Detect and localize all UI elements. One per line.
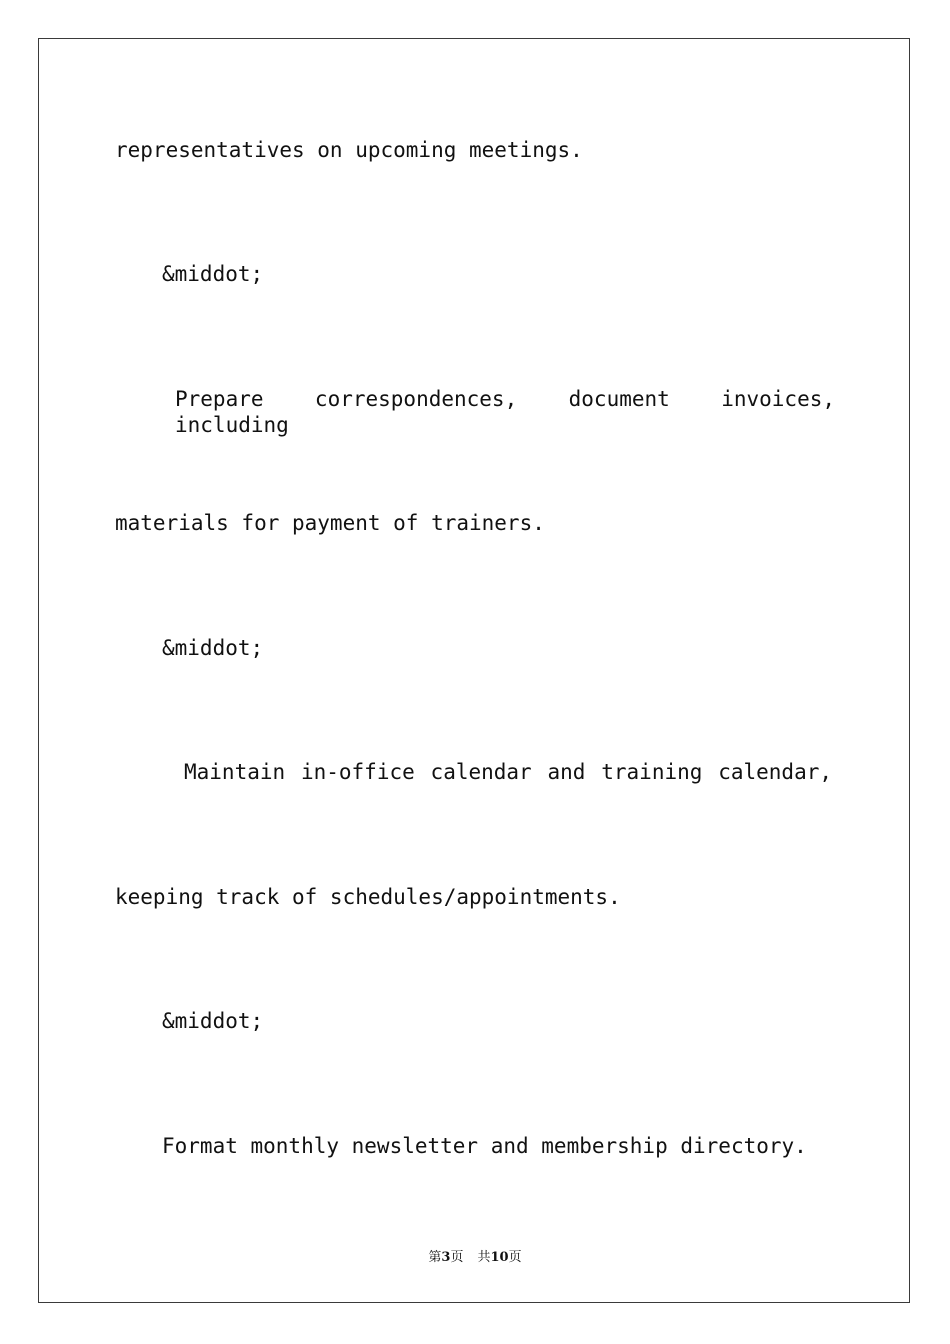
text-line: Maintain in-office calendar and training calendar, <box>184 760 832 784</box>
footer-total-suffix: 页 <box>508 1250 522 1265</box>
footer-prefix: 第 <box>428 1250 442 1265</box>
text-line: keeping track of schedules/appointments. <box>115 885 621 909</box>
page-footer <box>0 1246 950 1265</box>
page-frame <box>38 38 910 1303</box>
text-line: representatives on upcoming meetings. <box>115 138 583 162</box>
text-line: Prepare correspondences, document invoices, including <box>175 387 835 437</box>
text-line: materials for payment of trainers. <box>115 511 545 535</box>
footer-total-prefix: 共 <box>477 1250 491 1265</box>
footer-total-pages: 10 <box>490 1250 509 1265</box>
bullet-entity: &middot; <box>162 262 264 286</box>
footer-current-page: 3 <box>441 1250 451 1265</box>
text-line: Format monthly newsletter and membership directory. <box>162 1134 807 1158</box>
bullet-entity: &middot; <box>162 1009 264 1033</box>
footer-page-word: 页 <box>450 1250 464 1265</box>
bullet-entity: &middot; <box>162 636 264 660</box>
